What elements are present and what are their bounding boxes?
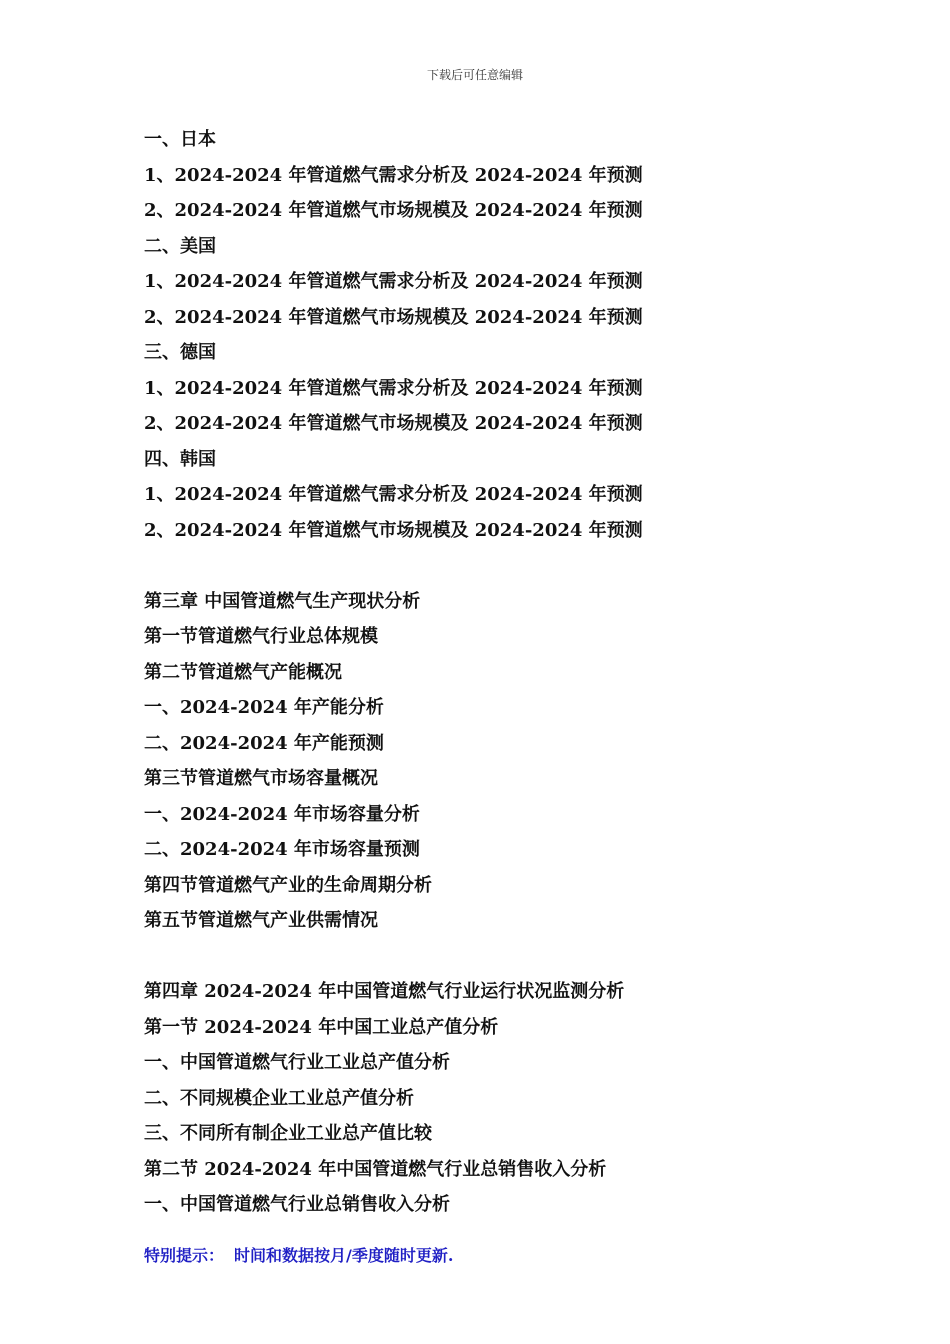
toc-line: 一、中国管道燃气行业总销售收入分析 <box>144 1194 450 1215</box>
toc-line: 第五节管道燃气产业供需情况 <box>144 910 378 931</box>
document-body <box>144 122 864 1223</box>
special-notice-text: 时间和数据按月/季度随时更新. <box>234 1246 454 1265</box>
toc-line: 三、不同所有制企业工业总产值比较 <box>144 1123 432 1144</box>
special-notice-label: 特别提示： <box>144 1246 225 1265</box>
toc-line: 2、2024-2024 年管道燃气市场规模及 2024-2024 年预测 <box>144 306 643 328</box>
toc-line: 1、2024-2024 年管道燃气需求分析及 2024-2024 年预测 <box>144 484 643 505</box>
toc-line: 1、2024-2024 年管道燃气需求分析及 2024-2024 年预测 <box>144 164 643 186</box>
toc-line: 一、日本 <box>144 129 216 150</box>
special-notice <box>144 1243 453 1266</box>
toc-line: 第四章 2024-2024 年中国管道燃气行业运行状况监测分析 <box>144 981 625 1002</box>
toc-line: 一、2024-2024 年产能分析 <box>144 697 384 718</box>
toc-line: 二、2024-2024 年产能预测 <box>144 732 384 754</box>
toc-line: 四、韩国 <box>144 448 216 470</box>
toc-line: 2、2024-2024 年管道燃气市场规模及 2024-2024 年预测 <box>144 200 643 221</box>
blank-line <box>144 548 864 584</box>
toc-line: 二、美国 <box>144 235 216 257</box>
toc-line: 二、不同规模企业工业总产值分析 <box>144 1087 414 1109</box>
toc-line: 一、中国管道燃气行业工业总产值分析 <box>144 1052 450 1073</box>
toc-line: 第三章 中国管道燃气生产现状分析 <box>144 590 421 612</box>
toc-line: 一、2024-2024 年市场容量分析 <box>144 803 420 825</box>
toc-line: 2、2024-2024 年管道燃气市场规模及 2024-2024 年预测 <box>144 519 643 541</box>
toc-line: 第一节 2024-2024 年中国工业总产值分析 <box>144 1016 499 1038</box>
toc-line: 第二节 2024-2024 年中国管道燃气行业总销售收入分析 <box>144 1158 607 1180</box>
toc-line: 第三节管道燃气市场容量概况 <box>144 768 378 789</box>
toc-line: 1、2024-2024 年管道燃气需求分析及 2024-2024 年预测 <box>144 271 643 292</box>
toc-line: 2、2024-2024 年管道燃气市场规模及 2024-2024 年预测 <box>144 413 643 434</box>
header-note: 下载后可任意编辑 <box>426 68 523 82</box>
toc-line: 第二节管道燃气产能概况 <box>144 661 342 683</box>
toc-line: 二、2024-2024 年市场容量预测 <box>144 839 420 860</box>
toc-line: 1、2024-2024 年管道燃气需求分析及 2024-2024 年预测 <box>144 377 643 399</box>
blank-line <box>144 939 864 975</box>
toc-line: 三、德国 <box>144 342 216 363</box>
toc-line: 第四节管道燃气产业的生命周期分析 <box>144 874 432 896</box>
toc-line: 第一节管道燃气行业总体规模 <box>144 626 378 647</box>
